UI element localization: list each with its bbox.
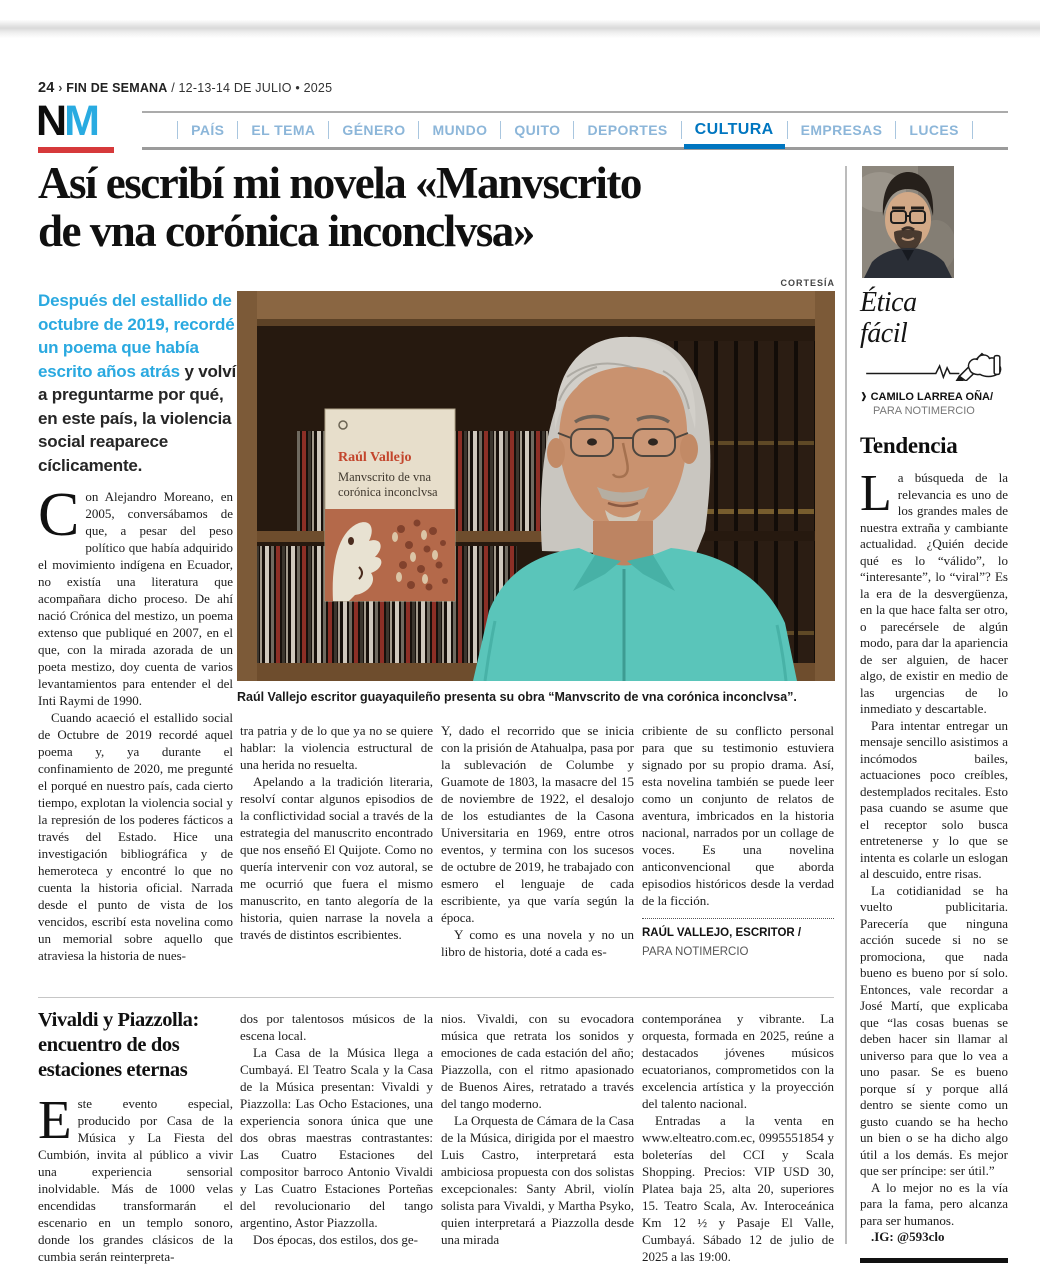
paragraph: Apelando a la tradición literaria, resolví contar algunos episodios de la conflictividad social a través de la estrategia del manuscrito encontrado que nos enseñó El Quijote. Como no quería intervenir con voz autoral, se me ocurrió que fuera el mismo manuscrito, en tanto alegoría de la historia, quien narrase la novela a través de distintos escribientes.: [240, 774, 433, 942]
bottom-headline: [38, 1008, 233, 1083]
column-text: [860, 465, 1008, 1246]
bottom-column-4: [642, 1010, 834, 1270]
column-heading: Tendencia: [860, 433, 958, 458]
columnist-org: PARA NOTIMERCIO: [873, 405, 975, 417]
photo-shelf-top-edge: [237, 319, 835, 326]
sidebar-divider: [845, 166, 847, 1244]
bottom-headline-line2: encuentro de dos: [38, 1034, 180, 1056]
photo-shelf-top-beam: [237, 291, 835, 321]
section-name: FIN DE SEMANA: [66, 81, 168, 95]
photo-credit: CORTESÍA: [780, 278, 835, 288]
paragraph: Y como es una novela y no un libro de historia, doté a cada es-: [441, 927, 634, 959]
paragraph: [860, 465, 1008, 718]
nav-rule-bottom: [142, 147, 1008, 150]
paragraph: La cotidianidad se ha vuelto publicitaria. Parecería que ninguna acción sucede si no se promociona, que nada bueno es bueno por sí solo. Entonces, vale recordar a José Martí, que explicaba que “las cosas buenas se deben hacer sin llamar al universo para que lo vea a uno pasar. Se es bueno porque sí y porque allá dentro se siente como un gusto cuando se ha hecho un bien o se ha dicho algo útil a los demás. Es mejor que ser príncipe: ser útil.”: [860, 882, 1008, 1178]
bottom-column-1: [38, 1008, 233, 1270]
paragraph: dos por talentosos músicos de la escena local.: [240, 1011, 433, 1043]
paragraph: contemporánea y vibrante. La orquesta, formada en 2025, reúne a destacados jóvenes músicos ecuatorianos, comprometidos con la excelencia artística y la proyección del talento nacional.: [642, 1011, 834, 1111]
logo-letter-m: M: [64, 97, 97, 145]
book-cover-title-line1: Manvscrito de vna: [338, 470, 432, 484]
deck-rest: y volví a preguntarme por qué, en este país, la violencia social reaparece cíclicamente.: [38, 361, 236, 475]
chevron-icon: ›: [58, 81, 63, 95]
nav-item-empresas[interactable]: EMPRESAS: [787, 121, 896, 139]
nav-item-mundo[interactable]: MUNDO: [418, 121, 500, 139]
opinion-sidebar: [860, 166, 1008, 1263]
column-title-line2: fácil: [860, 318, 908, 349]
article-deck: [38, 289, 236, 477]
logo-letter-n: N: [36, 97, 65, 145]
edition-date: / 12-13-14 DE JULIO • 2025: [171, 81, 333, 95]
paragraph: Y, dado el recorrido que se inicia con la prisión de Atahualpa, pasa por la sublevación de Columbe y Guamote de 1803, la masacre del 15 de noviembre de 1922, el desalojo de los estudiantes de la Casona Universitaria en 1969, entre otros eventos, y termina con los sucesos de octubre de 2019, he trabajado con esmero el lenguaje de cada escribiente, ya que varía según la época.: [441, 723, 634, 925]
body-column-2: [240, 722, 433, 994]
bottom-column-2: [240, 1010, 433, 1270]
paragraph: La Casa de la Música llega a Cumbayá. El Teatro Scala y la Casa de la Música presentan: Vivaldi y Piazzolla: Las Ocho Estaciones, una experiencia sonora única que une dos obras maestras contrastantes: Las Cuatro Estaciones del compositor barroco Antonio Vivaldi y Las Cuatro Estaciones Porteñas del revolucionario del tango argentino, Astor Piazzolla.: [240, 1045, 433, 1230]
book-cover-title-line2: corónica inconclvsa: [338, 485, 438, 499]
bottom-headline-line1: Vivaldi y Piazzolla:: [38, 1009, 199, 1031]
writing-hand-icon: [860, 349, 1006, 381]
paragraph: Dos épocas, dos estilos, dos ge-: [253, 1232, 419, 1247]
deck-highlight: Después del estallido de octubre de 2019, recordé un poema que había escrito años atrás: [38, 291, 235, 381]
bottom-column-3: [441, 1010, 634, 1270]
paragraph-text: a búsqueda de la relevancia es uno de los grandes males de nuestra extraña y cambiante actualidad. ¿Quién decide qué es lo “válido”, lo “interesante”, lo “viral”? Es la era de la desvergüenza, en la que hace falta ser otro, o parecérsele de algún modo, para dar la apariencia de ser alguien, de hacer algo, de existir en medio de las urgencias de lo inmediato y descartable.: [860, 470, 1008, 716]
nav-item-deportes[interactable]: DEPORTES: [573, 121, 680, 139]
page-folio: [38, 80, 332, 96]
columnist-name: CAMILO LARREA OÑA/: [870, 391, 994, 403]
dropcap-l: L: [860, 465, 892, 522]
page-number: 24: [38, 80, 55, 96]
photo-book-cover: [325, 409, 455, 601]
columnist-photo: [862, 166, 954, 278]
bottom-section-rule: [38, 997, 834, 998]
columnist-byline: [860, 389, 1008, 418]
section-nav: [142, 115, 1008, 145]
nav-item-luces[interactable]: LUCES: [895, 121, 972, 139]
dropcap-e: E: [38, 1089, 72, 1150]
paragraph: cribiente de su conflicto personal para que su testimonio estuviera signado por su propio drama. Así, esta novelina también se puede leer como un conjunto de relatos de aventura, imbricados en la historia nacional, narrados por un collage de voces. Es una novelina anticonvencional que aborda episodios históricos desde la verdad de la ficción.: [642, 723, 834, 908]
byline-org: PARA NOTIMERCIO: [642, 946, 749, 958]
paragraph: [38, 488, 233, 709]
body-column-4: [642, 722, 834, 961]
byline-name: RAÚL VALLEJO, ESCRITOR /: [642, 927, 802, 939]
bottom-headline-line3: estaciones eternas: [38, 1059, 188, 1081]
main-headline: [38, 160, 843, 255]
headline-line-1: Así escribí mi novela «Manvscrito: [38, 158, 641, 208]
column-title: [860, 287, 1008, 349]
body-column-3: [441, 722, 634, 994]
paragraph: A lo mejor no es la vía para la fama, pero alcanza para ser humanos.: [860, 1179, 1008, 1228]
body-column-1: [38, 488, 233, 990]
paragraph-text: ste evento especial, producido por Casa de la Música y La Fiesta del Cumbión, invita al público a vivir una experiencia sensorial inolvidable. Más de 1000 velas encendidas transformarán el escenario en un templo sonoro, donde los grandes clásicos de la cumbia serán reinterpreta-: [38, 1096, 233, 1264]
nav-item-pais[interactable]: PAÍS: [177, 121, 237, 139]
dropcap-c: C: [38, 488, 80, 549]
scan-artifact-band: [0, 20, 1040, 38]
paragraph: Cuando acaeció el estallido social de Octubre de 2019 recordé aquel poema y, ya durante el confinamiento de 2020, me pregunté el porqué en nuestro país, cada cierto tiempo, explotan la violencia social y la represión de los poderes fácticos a través del Estado. Hice una investigación bibliográfica y de hemeroteca y encontré lo que no cuenta la historia oficial. Narrada desde el punto de vista de los vencidos, escribí esta novelina como un memorial sobre aquello que atraviesa la historia de nues-: [38, 710, 233, 963]
paragraph: nios. Vivaldi, con su evocadora música que retrata los sonidos y emociones de cada estación del año; Piazzolla, con el ritmo apasionado de Buenos Aires, retratado a través del tango moderno.: [441, 1011, 634, 1111]
paragraph: tra patria y de lo que ya no se quiere hablar: la violencia estructural de una herida no resuelta.: [240, 723, 433, 772]
photo-shelf-left-post: [237, 291, 257, 681]
nav-item-genero[interactable]: GÉNERO: [328, 121, 418, 139]
paragraph: La Orquesta de Cámara de la Casa de la Música, dirigida por el maestro Luis Castro, interpretará esta ambiciosa propuesta con dos solistas excepcionales: Santy Abril, violín solista para Vivaldi, y Martha Psyko, quien interpretará a Piazzolla desde una mirada: [441, 1113, 634, 1247]
photo-caption: Raúl Vallejo escritor guayaquileño presenta su obra “Manvscrito de vna corónica inconclvsa”.: [237, 690, 797, 704]
paragraph: Para intentar entregar un mensaje sencillo asistimos a incómodos bailes, actuaciones poco creíbles, destemplados recitales. Esto pasa cuando se asume que el receptor solo busca entretenerse y lo que se intenta es colarle un eslogan al descuido, entre risas.: [860, 717, 1008, 881]
nav-item-el-tema[interactable]: EL TEMA: [237, 121, 328, 139]
byline-arrow-icon: ❱: [860, 391, 868, 401]
headline-line-2: de vna corónica inconclvsa»: [38, 205, 534, 256]
column-title-line1: Ética: [860, 287, 917, 318]
logo-red-bar: [38, 147, 114, 153]
paragraph: Entradas a la venta en www.elteatro.com.ec, 0995551854 y boleterías del CCI y Scala Shopping. Precios: VIP USD 30, Platea baja 25, alta 20, superiores 15. Teatro Scala, Av. Interoceánica Km 12 ½ y Pasaje El Valle, Cumbayá. Sábado 12 de julio de 2025 a las 19:00.: [642, 1113, 834, 1264]
nm-logo: [36, 97, 97, 145]
book-cover-author: Raúl Vallejo: [338, 450, 412, 465]
nav-item-quito[interactable]: QUITO: [500, 121, 573, 139]
paragraph: [38, 1089, 233, 1265]
column-end-bar: [860, 1258, 1008, 1263]
paragraph-text: on Alejandro Moreano, en 2005, conversábamos de que, a pesar del peso político que había adquirido el movimiento indígena en Ecuador, no existía una literatura que acompañara dicho proceso. De ahí nació Crónica del mestizo, un poema extenso que publiqué en 2007, en el que, con la mirada azorada de un poeta mestizo, doy cuenta de varios levantamientos para entender el del Inti Raymi de 1990.: [38, 489, 233, 708]
article-photo: [237, 291, 835, 681]
nav-item-cultura-active[interactable]: CULTURA: [681, 121, 787, 139]
photo-shelf-right-post: [815, 291, 835, 681]
instagram-handle: .IG: @593clo: [871, 1229, 945, 1244]
article-byline: [642, 918, 834, 961]
nav-rule-top: [142, 111, 1008, 113]
